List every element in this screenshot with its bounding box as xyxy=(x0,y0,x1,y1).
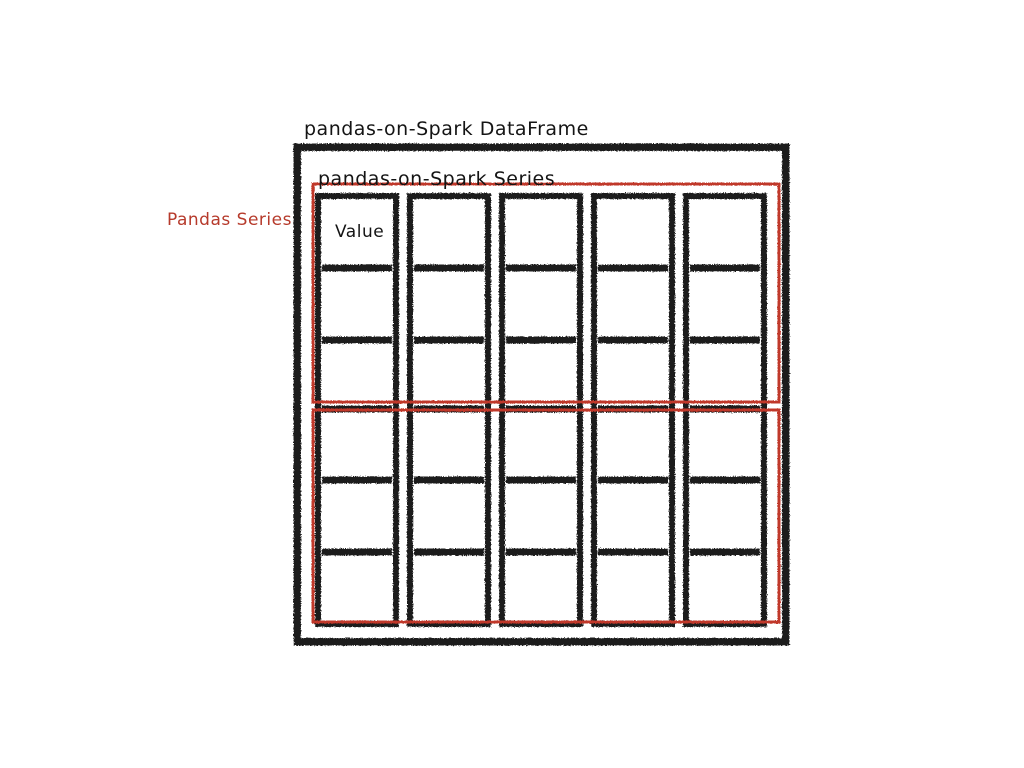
label-pandas-series: Pandas Series xyxy=(167,210,292,230)
label-pandas-on-spark-dataframe: pandas-on-Spark DataFrame xyxy=(304,118,589,140)
label-pandas-on-spark-series: pandas-on-Spark Series xyxy=(318,168,556,190)
pandas-series-group-1 xyxy=(313,184,779,402)
label-value: Value xyxy=(335,222,385,242)
pandas-series-group-2 xyxy=(313,410,779,622)
pandas-series-highlights xyxy=(313,184,779,622)
